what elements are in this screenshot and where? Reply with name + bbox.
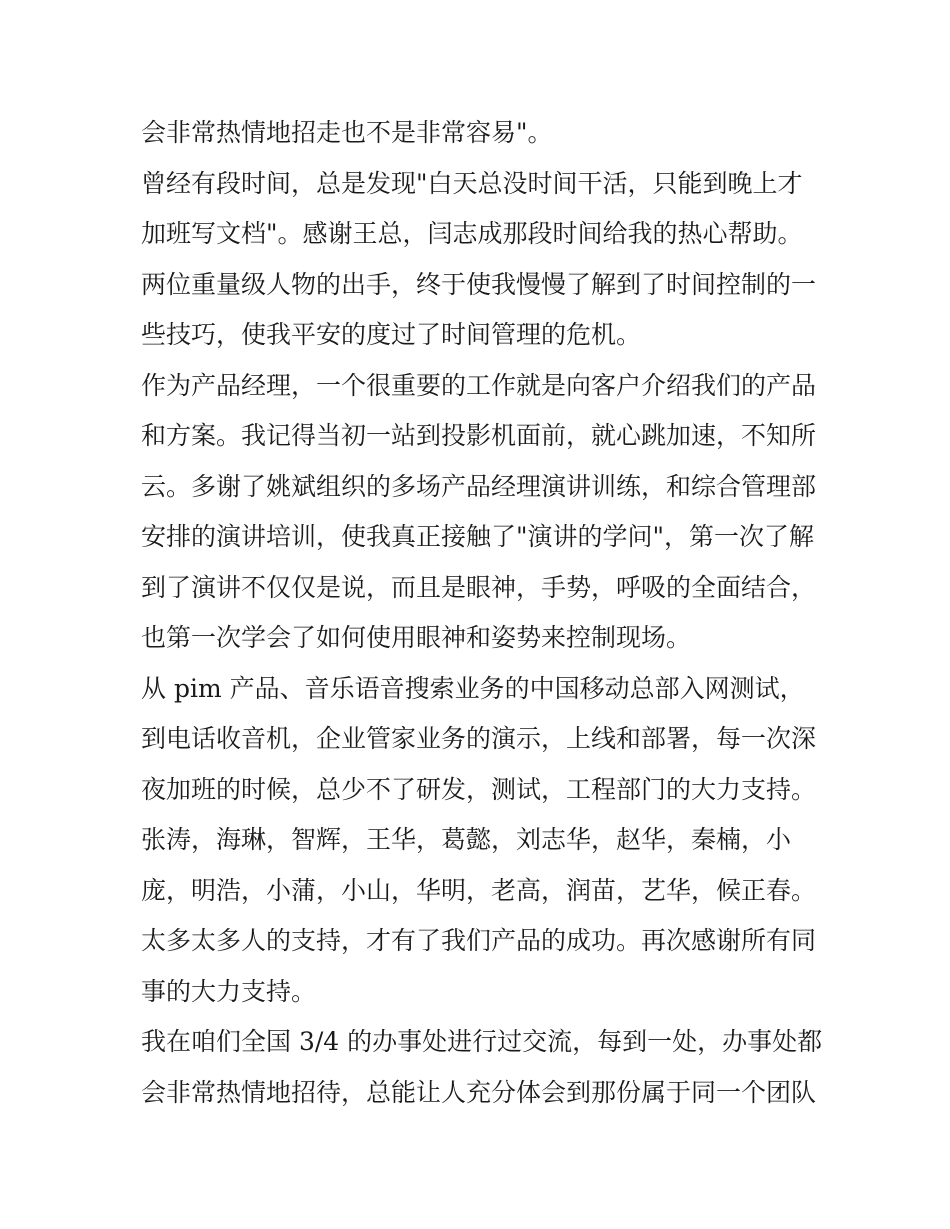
text-line: 张涛，海琳，智辉，王华，葛懿，刘志华，赵华，秦楠，小 — [141, 825, 792, 854]
paragraph-continuation — [141, 108, 821, 159]
text-line: 会非常热情地招走也不是非常容易"。 — [141, 118, 553, 147]
text-line: 会非常热情地招待，总能让人充分体会到那份属于同一个团队 — [141, 1077, 817, 1107]
text-line: 作为产品经理，一个很重要的工作就是向客户介绍我们的产品 — [141, 370, 817, 400]
text-line: 太多太多人的支持，才有了我们产品的成功。再次感谢所有同 — [141, 926, 817, 955]
text-line: 到电话收音机，企业管家业务的演示，上线和部署，每一次深 — [141, 724, 817, 753]
text-line: 些技巧，使我平安的度过了时间管理的危机。 — [141, 320, 642, 349]
document-body — [141, 108, 821, 1118]
text-line: 事的大力支持。 — [141, 976, 317, 1006]
text-line: 也第一次学会了如何使用眼神和姿势来控制现场。 — [141, 623, 692, 652]
paragraph-offices — [141, 1017, 821, 1118]
text-line: 云。多谢了姚斌组织的多场产品经理演讲训练，和综合管理部 — [141, 471, 817, 501]
text-line: 曾经有段时间，总是发现"白天总没时间干活，只能到晚上才 — [141, 168, 803, 198]
text-line: 两位重量级人物的出手，终于使我慢慢了解到了时间控制的一 — [141, 269, 817, 299]
text-line: 加班写文档"。感谢王总，闫志成那段时间给我的热心帮助。 — [141, 219, 803, 248]
text-line: 从 pim 产品、音乐语音搜索业务的中国移动总部入网测试， — [141, 673, 805, 703]
text-line: 我在咱们全国 3/4 的办事处进行过交流，每到一处，办事处都 — [141, 1027, 823, 1056]
text-line: 和方案。我记得当初一站到投影机面前，就心跳加速，不知所 — [141, 421, 817, 450]
paragraph-time-management — [141, 159, 821, 361]
text-line: 庞，明浩，小蒲，小山，华明，老高，润苗，艺华，候正春。 — [141, 875, 817, 905]
text-line: 安排的演讲培训，使我真正接触了"演讲的学问"，第一次了解 — [141, 522, 815, 551]
paragraph-team-support — [141, 664, 821, 1018]
text-line: 到了演讲不仅仅是说，而且是眼神，手势，呼吸的全面结合， — [141, 572, 817, 602]
text-line: 夜加班的时候，总少不了研发，测试，工程部门的大力支持。 — [141, 774, 817, 804]
paragraph-presentation-skills — [141, 361, 821, 664]
